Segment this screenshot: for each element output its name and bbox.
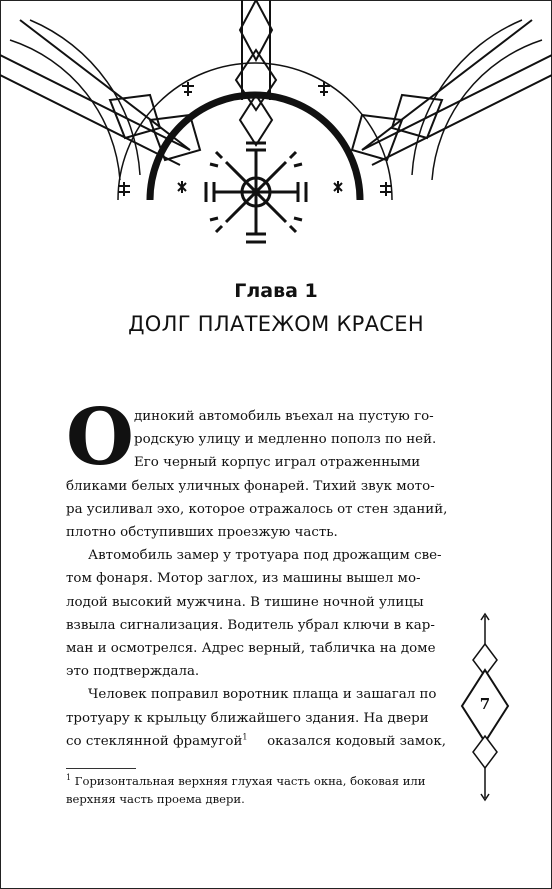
text-line: том фонаря. Мотор заглох, из машины вышел мо-	[66, 571, 421, 587]
vegvisir-ornament-icon	[0, 0, 552, 270]
footnote-reference[interactable]: 1	[242, 732, 248, 742]
text-line: плотно обступивших проезжую часть.	[66, 525, 338, 541]
text-line: взвыла сигнализация. Водитель убрал ключи в кар-	[66, 617, 435, 633]
text-line: лодой высокий мужчина. В тишине ночной улицы	[66, 594, 424, 610]
text-line	[66, 730, 446, 753]
text-fragment: со стеклянной фрамугой$^1$	[66, 732, 248, 749]
footnote-divider	[66, 768, 136, 769]
text-line: это подтверждала.	[66, 664, 200, 680]
text-line: динокий автомобиль въехал на пустую го-	[134, 409, 434, 424]
text-line: Автомобиль замер у тротуара под дрожащим све-	[88, 548, 442, 564]
text-line: Его черный корпус играл отраженными	[134, 455, 421, 471]
drop-cap: О	[66, 392, 134, 483]
text-fragment: оказался кодовый замок,	[267, 733, 446, 749]
footnote	[66, 772, 446, 808]
chapter-label: Глава 1	[234, 280, 318, 302]
text-line: Человек поправил воротник плаща и зашагал по	[88, 687, 437, 703]
footnote-text: Горизонтальная верхняя глухая часть окна, боковая или верхняя часть проема двери.	[66, 774, 426, 806]
page-number: 7	[479, 695, 491, 713]
text-line: бликами белых уличных фонарей. Тихий звук мото-	[66, 478, 435, 494]
text-line: ман и осмотрелся. Адрес верный, табличка на доме	[66, 641, 436, 657]
text-line: тротуару к крыльцу ближайшего здания. На двери	[66, 710, 429, 726]
text-line: родскую улицу и медленно пополз по ней.	[134, 432, 437, 448]
text-line: ра усиливал эхо, которое отражалось от стен зданий,	[66, 501, 448, 517]
body-text	[66, 392, 448, 753]
chapter-title: ДОЛГ ПЛАТЕЖОМ КРАСЕН	[128, 312, 424, 336]
footnote-marker: 1	[66, 773, 72, 783]
